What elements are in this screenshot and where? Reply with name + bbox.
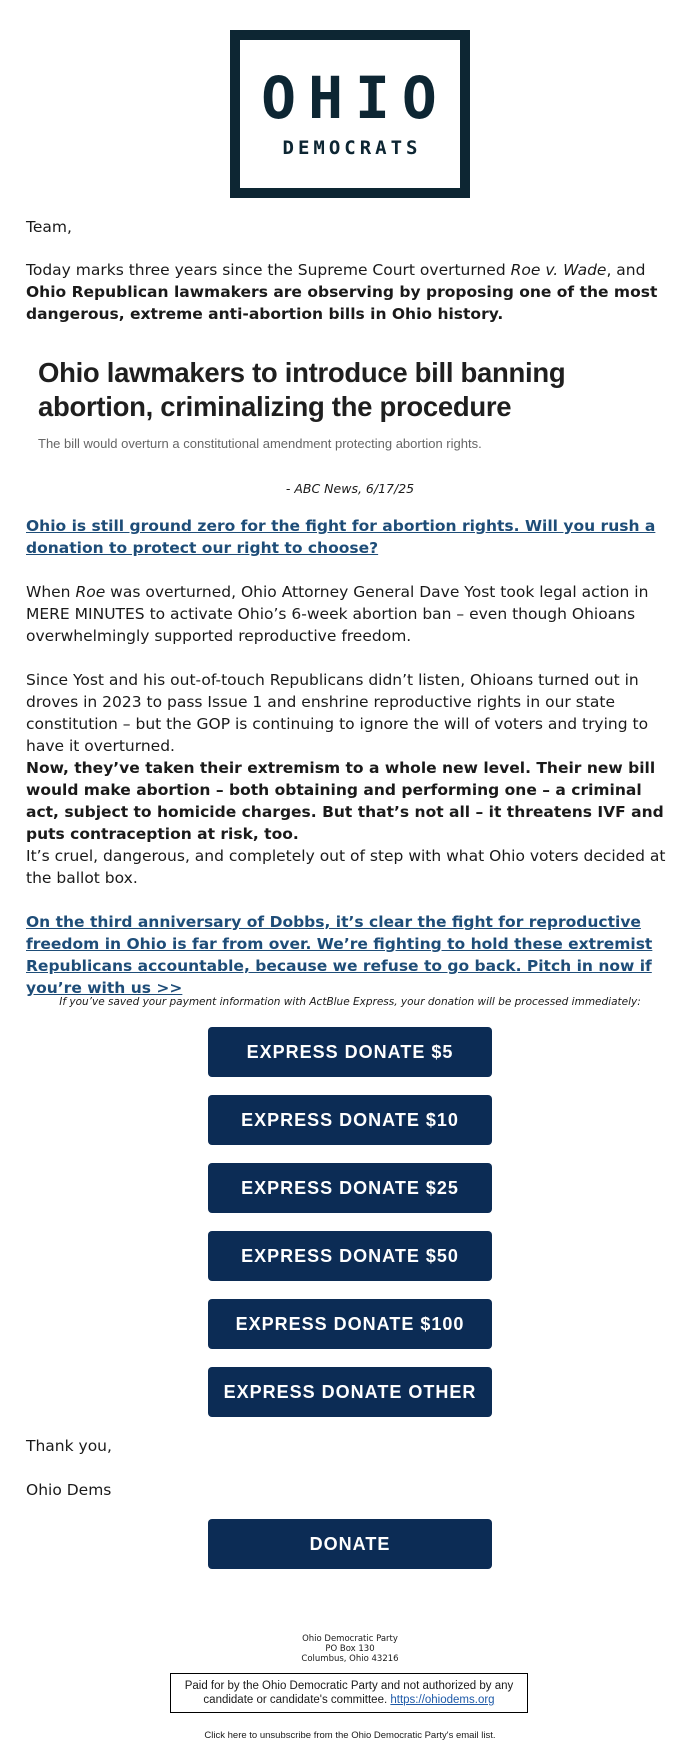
article-screenshot [38, 356, 678, 451]
ohio-democrats-logo [230, 30, 470, 198]
paragraph-1-text-b: was overturned, Ohio Attorney General Dave Yost took legal action in MERE MINUTES to activate Ohio’s 6-week abortion ban – even though Ohioans overwhelmingly supported reproductive freedom. [26, 583, 649, 645]
paid-for-disclaimer [170, 1673, 528, 1713]
paragraph-3: Now, they’ve taken their extremism to a whole new level. Their new bill would make abortion – both obtaining and performing one – a criminal act, subject to homicide charges. But that’s not all – it threatens IVF and puts contraception at risk, too. [26, 759, 664, 843]
paragraph-2: Since Yost and his out-of-touch Republicans didn’t listen, Ohioans turned out in droves in 2023 to pass Issue 1 and enshrine reproductive rights in our state constitution – but the GOP is continuing to ignore the will of voters and trying to have it overturned. [26, 671, 649, 755]
donation-link-2[interactable]: On the third anniversary of Dobbs, it’s clear the fight for reproductive freedom in Ohio is far from over. We’re fighting to hold these extremist Republicans accountable, because we refuse to go back. Pitch in now if you’re with us >> [26, 913, 653, 997]
intro-case-name: Roe v. Wade [510, 261, 607, 279]
donation-link-1[interactable]: Ohio is still ground zero for the fight for abortion rights. Will you rush a donation to protect our right to choose? [26, 517, 656, 557]
ohiodems-link[interactable]: https://ohiodems.org [390, 1694, 495, 1706]
intro-text-2: , and [606, 261, 646, 279]
logo-ohio-text: OHIO [261, 64, 449, 132]
article-citation: - ABC News, 6/17/25 [285, 481, 415, 496]
intro-bold: Ohio Republican lawmakers are observing by proposing one of the most dangerous, extreme anti-abortion bills in Ohio history. [26, 283, 658, 323]
paragraph-1-roe: Roe [75, 583, 106, 601]
paragraph-1 [26, 581, 676, 647]
article-headline: Ohio lawmakers to introduce bill banning abortion, criminalizing the procedure [38, 357, 566, 422]
paragraph-4: It’s cruel, dangerous, and completely out of step with what Ohio voters decided at the ballot box. [26, 847, 666, 887]
article-subhead: The bill would overturn a constitutional amendment protecting abortion rights. [38, 436, 482, 451]
greeting: Team, [26, 218, 72, 236]
donation-link-paragraph-2 [26, 911, 676, 999]
footer-pobox: PO Box 130 [325, 1644, 375, 1654]
donation-link-paragraph-1 [26, 515, 676, 559]
signoff-thanks: Thank you, [26, 1437, 112, 1455]
express-donate-50-button[interactable]: EXPRESS DONATE $50 [208, 1231, 492, 1281]
logo-democrats-text: DEMOCRATS [282, 137, 422, 159]
signoff-name: Ohio Dems [26, 1481, 112, 1499]
express-donate-other-button[interactable]: EXPRESS DONATE OTHER [208, 1367, 492, 1417]
footer-address [0, 1634, 700, 1664]
express-donate-100-button[interactable]: EXPRESS DONATE $100 [208, 1299, 492, 1349]
actblue-express-note: If you’ve saved your payment information with ActBlue Express, your donation will be processed immediately: [59, 996, 641, 1008]
donate-button[interactable]: DONATE [208, 1519, 492, 1569]
express-donate-25-button[interactable]: EXPRESS DONATE $25 [208, 1163, 492, 1213]
intro-text-1: Today marks three years since the Supreme Court overturned [26, 261, 511, 279]
express-donate-5-button[interactable]: EXPRESS DONATE $5 [208, 1027, 492, 1077]
intro-paragraph [26, 259, 676, 325]
footer-org: Ohio Democratic Party [302, 1634, 398, 1644]
express-donate-10-button[interactable]: EXPRESS DONATE $10 [208, 1095, 492, 1145]
footer-city: Columbus, Ohio 43216 [301, 1654, 399, 1664]
paragraph-1-text-a: When [26, 583, 76, 601]
paid-for-text: Paid for by the Ohio Democratic Party and not authorized by any candidate or candidate's committee. [184, 1680, 514, 1706]
unsubscribe-link[interactable]: Click here to unsubscribe from the Ohio Democratic Party's email list. [204, 1730, 496, 1741]
